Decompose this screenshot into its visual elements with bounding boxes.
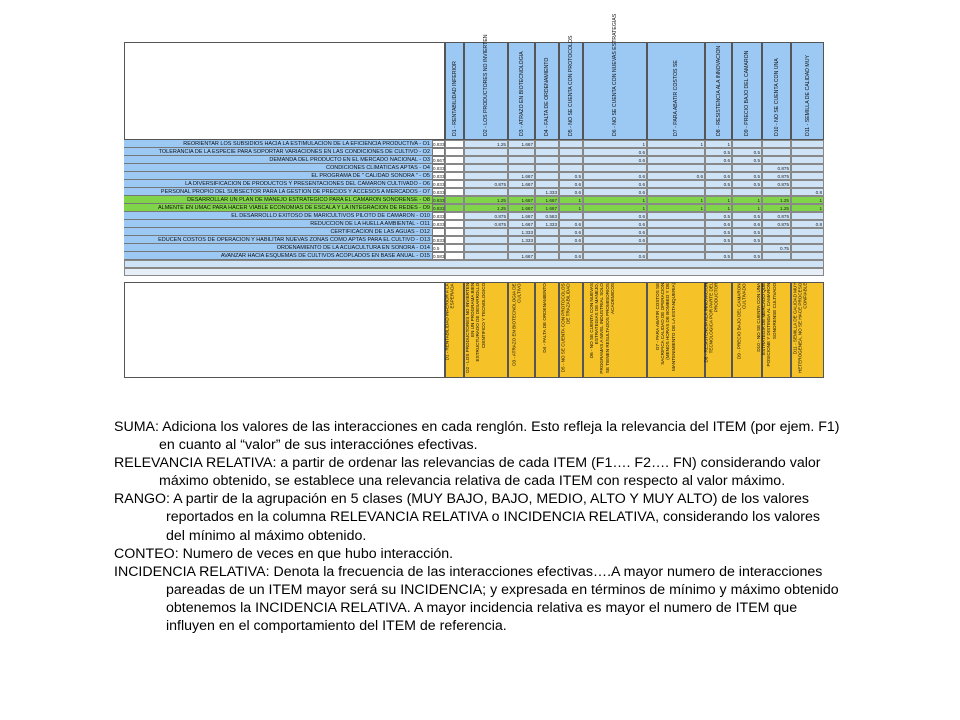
matrix-cell: 1.667 <box>535 196 559 204</box>
matrix-cell <box>535 140 559 148</box>
matrix-cell: 0.6 <box>647 172 705 180</box>
matrix-cell: 0.875 <box>762 212 791 220</box>
lower-column-header <box>791 282 824 378</box>
matrix-cell <box>445 204 464 212</box>
matrix-cell <box>508 148 535 156</box>
matrix-cell: 1 <box>791 204 824 212</box>
matrix-cell: 0.5 <box>705 212 732 220</box>
matrix-cell <box>445 196 464 204</box>
matrix-cell <box>791 228 824 236</box>
matrix-row <box>124 164 824 172</box>
lower-column-header <box>464 282 508 378</box>
matrix-cell <box>445 156 464 164</box>
matrix-cell <box>732 188 762 196</box>
upper-column-header <box>647 42 705 140</box>
matrix-cell <box>791 252 824 260</box>
matrix-cell: 0.875 <box>762 220 791 228</box>
matrix-cell <box>647 188 705 196</box>
note-incidencia-cont: pareadas de un ITEM mayor será su INCIDENCIA; y expresada en términos de mínimo y máximo obtenido <box>166 581 839 598</box>
matrix-cell: 1 <box>583 196 647 204</box>
matrix-cell <box>647 212 705 220</box>
matrix-cell: 1.667 <box>508 204 535 212</box>
row-value: 0.667 <box>433 158 445 163</box>
lower-column-header-text: D10 - NO SE CUENTA CON UNA ESTRATEGIA DE MERCADO QUE POSICIONE Y DISTINGA AL CAMARON SONORENSE CULTIVADO <box>755 283 777 367</box>
matrix-cell: 1 <box>732 204 762 212</box>
upper-column-header-text: D5 - NO SE CUENTA CON PROTOCOLOS <box>568 35 574 136</box>
matrix-cell: 0.6 <box>705 172 732 180</box>
row-label: EL PROGRAMA DE " CALIDAD SONORA " - O5 <box>124 172 432 180</box>
matrix-cell: 0.8 <box>791 188 824 196</box>
matrix-cell <box>464 156 508 164</box>
upper-column-header-text: D6 - NO SE CUENTA CON NUEVAS ESTRATEGIAS <box>612 13 618 136</box>
upper-matrix-footer-2 <box>124 268 824 276</box>
matrix-cell <box>762 148 791 156</box>
matrix-cell: 0.75 <box>762 244 791 252</box>
matrix-cell: 0.5 <box>732 156 762 164</box>
matrix-cell <box>559 164 583 172</box>
matrix-cell: 0.5 <box>732 236 762 244</box>
matrix-cell <box>464 148 508 156</box>
row-label: CERTIFICACION DE LAS AGUAS - O12 <box>124 228 432 236</box>
matrix-cell <box>464 172 508 180</box>
matrix-cell: 0.5 <box>559 172 583 180</box>
lower-column-header <box>445 282 464 378</box>
matrix-cell: 0.6 <box>559 252 583 260</box>
note-rango: RANGO: A partir de la agrupación en 5 clases (MUY BAJO, BAJO, MEDIO, ALTO Y MUY ALTO) de los valores <box>114 491 809 508</box>
matrix-cell <box>791 212 824 220</box>
matrix-cell <box>583 164 647 172</box>
matrix-cell: 0.6 <box>583 156 647 164</box>
row-value: 0.833 <box>433 174 445 179</box>
matrix-cell <box>445 244 464 252</box>
matrix-row <box>124 148 824 156</box>
matrix-cell <box>464 244 508 252</box>
matrix-cell <box>535 244 559 252</box>
matrix-cell <box>508 188 535 196</box>
matrix-cell: 0.6 <box>583 180 647 188</box>
row-label: TOLERANCIA DE LA ESPECIE PARA SOPORTAR VARIACIONES EN LAS CONDICIONES DE CULTIVO - O2 <box>124 148 432 156</box>
matrix-cell <box>464 228 508 236</box>
matrix-cell <box>647 228 705 236</box>
matrix-cell <box>535 164 559 172</box>
lower-column-header <box>647 282 705 378</box>
matrix-cell: 1.333 <box>508 228 535 236</box>
matrix-cell: 0.875 <box>762 172 791 180</box>
note-incidencia-cont2: obtenemos la INCIDENCIA RELATIVA. A mayor incidencia relativa es mayor el numero de ITEM que <box>166 599 798 616</box>
matrix-cell: 0.5 <box>732 172 762 180</box>
matrix-cell: 0.6 <box>559 228 583 236</box>
upper-column-header <box>583 13 647 140</box>
upper-column-header-text: D11 - SEMILLA DE CALIDAD MUY <box>804 55 811 136</box>
note-incidencia: INCIDENCIA RELATIVA: Denota la frecuencia de las interacciones efectivas….A mayor numero de interacciones <box>114 563 823 580</box>
upper-column-header-text: D9 - PRECIO BAJO DEL CAMARON <box>744 50 750 136</box>
matrix-cell: 0.875 <box>762 180 791 188</box>
matrix-cell <box>445 212 464 220</box>
matrix-cell: 1.25 <box>464 196 508 204</box>
matrix-cell: 0.6 <box>583 172 647 180</box>
matrix-cell <box>583 244 647 252</box>
lower-column-header <box>535 282 559 378</box>
lower-column-header <box>755 282 791 378</box>
matrix-cell <box>791 172 824 180</box>
upper-column-header-text: D3 - ATRAZO EN BIOTECNOLOGIA <box>518 51 525 136</box>
upper-column-header <box>791 42 824 140</box>
upper-matrix-corner <box>124 42 445 140</box>
upper-column-header-text: D8 - RESISTENCIA ALA INNOVACION <box>715 45 722 136</box>
row-value: 0.833 <box>433 198 445 203</box>
matrix-cell: 1 <box>705 140 732 148</box>
matrix-cell <box>762 156 791 164</box>
lower-column-header <box>702 282 732 378</box>
matrix-cell: 1 <box>705 204 732 212</box>
matrix-cell: 0.875 <box>464 212 508 220</box>
matrix-cell: 0.6 <box>583 228 647 236</box>
lower-column-header-text: D1 - RENTABILIDAD INFERIOR A LA ESPERADA <box>444 283 455 361</box>
matrix-cell: 0.6 <box>559 188 583 196</box>
matrix-cell <box>445 172 464 180</box>
row-label: ALMENTE EN UMAC PARA HACER VIABLE ECONOMIAS DE ESCALA Y LA INTEGRACION DE REDES - O9 <box>124 204 432 212</box>
matrix-cell <box>445 148 464 156</box>
matrix-cell: 0.6 <box>583 188 647 196</box>
matrix-cell <box>508 164 535 172</box>
matrix-cell: 0.5 <box>705 228 732 236</box>
matrix-row <box>124 140 824 148</box>
matrix-cell <box>705 244 732 252</box>
matrix-cell <box>445 188 464 196</box>
matrix-row <box>124 180 824 188</box>
matrix-cell <box>445 236 464 244</box>
row-label: DEMANDA DEL PRODUCTO EN EL MERCADO NACIONAL - O3 <box>124 156 432 164</box>
definitions-notes <box>114 418 944 635</box>
matrix-cell: 1 <box>732 196 762 204</box>
matrix-cell <box>762 188 791 196</box>
matrix-cell: 0.6 <box>583 236 647 244</box>
matrix-cell <box>647 244 705 252</box>
row-label: PERSONAL PROPIO DEL SUBSECTOR PARA LA GESTION DE PRECIOS Y ACCESOS A MERCADOS - O7 <box>124 188 432 196</box>
row-value: 0.833 <box>433 190 445 195</box>
matrix-cell: 0.5 <box>705 252 732 260</box>
lower-column-header-text: D5 - NO SE CUENTA CON PROTOCOLOS DE TRAZABILIDAD <box>560 283 571 372</box>
upper-column-header <box>508 42 535 140</box>
matrix-cell: 0.6 <box>559 236 583 244</box>
matrix-cell <box>535 172 559 180</box>
matrix-cell <box>535 228 559 236</box>
row-label: DESARROLLAR UN PLAN DE MANEJO ESTRATEGICO PARA EL CAMARON SONORENSE - O8 <box>124 196 432 204</box>
upper-column-header-text: D1 - RENTABILIDAD INFERIOR <box>451 61 458 136</box>
matrix-cell: 1.333 <box>535 188 559 196</box>
matrix-cell <box>647 148 705 156</box>
matrix-cell <box>791 244 824 252</box>
lower-matrix <box>124 282 824 378</box>
matrix-cell <box>559 140 583 148</box>
matrix-cell: 0.6 <box>732 220 762 228</box>
matrix-cell <box>762 140 791 148</box>
row-value: 0.583 <box>433 254 445 259</box>
row-value: 0.833 <box>433 238 445 243</box>
note-incidencia-cont3: influyen en el comportamiento del ITEM de referencia. <box>166 618 507 635</box>
upper-matrix-footer <box>124 260 824 268</box>
matrix-cell: 1 <box>647 196 705 204</box>
matrix-row <box>124 156 824 164</box>
matrix-cell: 1.25 <box>762 204 791 212</box>
matrix-cell: 1.667 <box>508 172 535 180</box>
matrix-cell <box>508 244 535 252</box>
matrix-cell: 1 <box>559 196 583 204</box>
row-value <box>432 148 445 156</box>
row-label: CONDICIONES CLIMATICAS APTAS - O4 <box>124 164 432 172</box>
matrix-cell <box>559 244 583 252</box>
lower-column-header-text: D4 - FALTA DE ORDENAMIENTO <box>541 283 547 353</box>
matrix-cell: 0.5 <box>705 180 732 188</box>
matrix-cell: 1 <box>647 204 705 212</box>
lower-column-header-text: D2 - LOS PRODUCTORES NO INVIERTEN EN UN PROGRAMA BIEN ESTRUCTURADO DE DESARROLLO CIENTIFICO Y TECNOLOGICO <box>465 283 486 373</box>
matrix-cell: 0.583 <box>535 212 559 220</box>
matrix-cell: 0.6 <box>583 220 647 228</box>
matrix-cell <box>445 228 464 236</box>
matrix-cell <box>732 164 762 172</box>
matrix-row <box>124 228 824 236</box>
row-value: 0.833 <box>433 142 445 147</box>
matrix-cell <box>559 212 583 220</box>
row-value <box>432 228 445 236</box>
matrix-cell <box>535 156 559 164</box>
lower-column-header <box>583 282 647 378</box>
matrix-cell <box>464 252 508 260</box>
matrix-cell: 0.5 <box>732 252 762 260</box>
matrix-cell: 1 <box>647 140 705 148</box>
row-label: REDUCCION DE LA HUELLA AMBIENTAL - O11 <box>124 220 432 228</box>
upper-column-header-text: D2 - LOS PRODUCTORES NO INVIERTEN <box>483 34 489 136</box>
note-suma-cont: en cuanto al “valor” de sus interacciónes efectivas. <box>159 437 478 454</box>
matrix-row <box>124 220 824 228</box>
matrix-cell: 0.5 <box>732 228 762 236</box>
matrix-cell: 0.875 <box>464 180 508 188</box>
matrix-cell: 1 <box>583 140 647 148</box>
matrix-cell: 1.667 <box>508 140 535 148</box>
matrix-cell <box>705 188 732 196</box>
lower-column-header-text: D11 - SEMILLA DE CALIDAD MUY HETEROGENEA, NO SE HACE PROCESO CONFIABLE <box>791 283 808 374</box>
matrix-cell <box>445 180 464 188</box>
matrix-cell <box>791 156 824 164</box>
matrix-cell <box>791 140 824 148</box>
lower-column-header <box>559 282 583 378</box>
matrix-cell: 1.333 <box>508 236 535 244</box>
upper-column-header-text: D7 - PARA ABATIR COSTOS SE <box>673 60 679 136</box>
matrix-cell <box>647 252 705 260</box>
matrix-cell: 0.6 <box>559 180 583 188</box>
matrix-cell <box>535 236 559 244</box>
matrix-cell: 0.6 <box>583 148 647 156</box>
matrix-cell <box>445 164 464 172</box>
matrix-cell <box>559 156 583 164</box>
upper-column-header <box>464 34 508 140</box>
matrix-row <box>124 172 824 180</box>
matrix-cell: 1 <box>705 196 732 204</box>
matrix-cell: 0.5 <box>705 236 732 244</box>
matrix-cell <box>791 164 824 172</box>
upper-column-header-text: D4 - FALTA DE ORDENAMIENTO <box>544 57 550 136</box>
note-relevancia-cont: máximo obtenido, se establece una relevancia relativa de cada ITEM con respecto al valor máximo. <box>159 473 786 490</box>
matrix-row <box>124 188 824 196</box>
matrix-cell <box>647 180 705 188</box>
note-rango-cont: reportados en la columna RELEVANCIA RELATIVA o INCIDENCIA RELATIVA, considerando los valores <box>166 509 820 526</box>
row-label: REORIENTAR LOS SUBSIDIOS HACIA LA ESTIMULACION DE LA EFICIENCIA PRODUCTIVA - O1 <box>124 140 432 148</box>
matrix-row <box>124 212 824 220</box>
matrix-cell: 1.667 <box>508 180 535 188</box>
matrix-cell: 1.667 <box>508 196 535 204</box>
matrix-cell: 0.6 <box>583 212 647 220</box>
matrix-row <box>124 252 824 260</box>
matrix-cell: 1.667 <box>535 204 559 212</box>
matrix-cell: 1.333 <box>535 220 559 228</box>
row-value: 0.833 <box>433 206 445 211</box>
note-suma: SUMA: Adiciona los valores de las interacciones en cada renglón. Esto refleja la relevancia del ITEM (por ejem. F1) <box>114 419 840 435</box>
upper-column-header <box>535 42 559 140</box>
note-rango-cont2: del mínimo al máximo obtenido. <box>166 527 367 544</box>
matrix-cell <box>732 140 762 148</box>
lower-column-header-text: D6 - NO SE CUENTA CON NUEVAS ESTRATEGIAS DE MANEJO, PROGRAMAS A NIVEL INDUSTRIAL SOLO SE TIENEN RESULTADOS PROMISORIOS ACADEMICOS <box>588 283 615 374</box>
lower-column-header-text: D7 - PARA ABATIR COSTOS SE SACRIFICA CALIDAD DE OPERACION (MENOS HORAS DE BOMBEO Y DE MANTENIMIENTO DE LA ESTANQUERIA) <box>655 283 676 372</box>
row-label: LA DIVERSIFICACION DE PRODUCTOS Y PRESENTACIONES DEL CAMARON CULTIVADO - O6 <box>124 180 432 188</box>
row-label: AVANZAR HACIA ESQUEMAS DE CULTIVOS ACOPLADOS EN BASE ANUAL - O15 <box>124 252 432 260</box>
matrix-cell <box>791 148 824 156</box>
matrix-cell: 0.875 <box>464 220 508 228</box>
matrix-cell <box>762 252 791 260</box>
upper-column-header <box>732 42 762 140</box>
upper-column-header-text: D10 - NO SE CUENTA CON UNA <box>773 58 780 136</box>
matrix-cell: 1.25 <box>464 204 508 212</box>
matrix-cell: 0.5 <box>705 148 732 156</box>
row-label: ORDENAMIENTO DE LA ACUACULTURA EN SONORA - O14 <box>124 244 432 252</box>
matrix-cell: 0.5 <box>732 148 762 156</box>
upper-matrix <box>124 13 824 264</box>
matrix-cell: 0.6 <box>559 220 583 228</box>
note-relevancia: RELEVANCIA RELATIVA: a partir de ordenar las relevancias de cada ITEM (F1…. F2…. FN) considerando valor <box>114 455 821 472</box>
lower-column-header-text: D9 - PRECIO BAJO DEL CAMARON CULTIVADO <box>736 283 747 359</box>
matrix-cell: 1.667 <box>508 212 535 220</box>
matrix-row <box>124 196 824 204</box>
matrix-cell <box>647 164 705 172</box>
matrix-cell <box>791 180 824 188</box>
matrix-cell: 1 <box>583 204 647 212</box>
matrix-cell: 0.6 <box>705 220 732 228</box>
lower-column-header-text: D3 - ATRAZO EN BIOTECNOLOGIA DE CULTIVO <box>511 283 522 366</box>
upper-column-header <box>559 35 583 140</box>
row-label: EDUCEN COSTOS DE OPERACION Y HABILITAR NUEVAS ZONAS COMO APTAS PARA EL CULTIVO - O13 <box>124 236 432 244</box>
note-conteo: CONTEO: Numero de veces en que hubo interacción. <box>114 545 454 562</box>
matrix-cell: 1.25 <box>464 140 508 148</box>
matrix-cell: 0.5 <box>732 180 762 188</box>
matrix-cell: 1 <box>559 204 583 212</box>
matrix-cell <box>508 156 535 164</box>
row-value: 0.833 <box>433 182 445 187</box>
matrix-cell <box>647 236 705 244</box>
lower-column-header-text: D8 - RESISTENCIA ALA INNOVACION TECNOLOGICA POR PARTE DEL PRODUCTOR <box>702 283 719 363</box>
row-value: 0.833 <box>433 166 445 171</box>
matrix-cell: 1.25 <box>762 196 791 204</box>
row-value: 0.833 <box>433 222 445 227</box>
matrix-cell <box>647 156 705 164</box>
upper-column-header <box>705 42 732 140</box>
matrix-cell <box>535 148 559 156</box>
matrix-cell: 1.667 <box>508 252 535 260</box>
matrix-cell: 1 <box>791 196 824 204</box>
matrix-cell <box>647 220 705 228</box>
matrix-cell: 0.6 <box>705 156 732 164</box>
matrix-cell: 0.6 <box>583 252 647 260</box>
matrix-cell <box>762 236 791 244</box>
matrix-cell <box>445 220 464 228</box>
matrix-cell: 0.8 <box>791 220 824 228</box>
matrix-cell <box>535 252 559 260</box>
upper-column-header <box>762 42 791 140</box>
matrix-row <box>124 204 824 212</box>
lower-matrix-corner <box>124 282 445 378</box>
matrix-cell <box>445 252 464 260</box>
matrix-cell <box>705 164 732 172</box>
row-value: 0.5 <box>432 244 445 252</box>
matrix-cell: 0.875 <box>762 164 791 172</box>
matrix-cell <box>559 148 583 156</box>
matrix-cell <box>535 180 559 188</box>
matrix-cell: 1.667 <box>508 220 535 228</box>
matrix-cell <box>464 164 508 172</box>
lower-column-header <box>508 282 535 378</box>
matrix-row <box>124 236 824 244</box>
matrix-cell <box>464 236 508 244</box>
matrix-cell <box>732 244 762 252</box>
matrix-cell <box>791 236 824 244</box>
matrix-cell: 0.5 <box>732 212 762 220</box>
matrix-cell <box>445 140 464 148</box>
row-value: 0.833 <box>433 214 445 219</box>
matrix-cell <box>464 188 508 196</box>
upper-column-header <box>445 42 464 140</box>
matrix-row <box>124 244 824 252</box>
matrix-cell <box>762 228 791 236</box>
row-label: EL DESARROLLO EXITOSO DE MARICULTIVOS PILOTO DE CAMARON - O10 <box>124 212 432 220</box>
